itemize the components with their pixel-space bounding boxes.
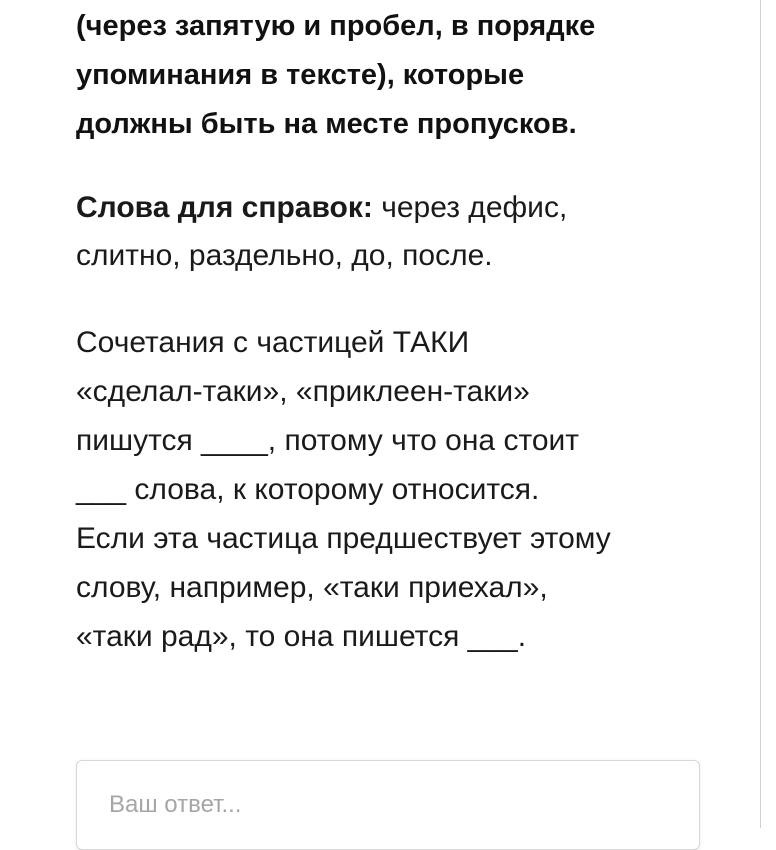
- reference-words-text: через дефис,: [372, 191, 568, 224]
- instruction-line: должны быть на месте пропусков.: [76, 108, 577, 140]
- task-line: Если эта частица предшествует этому: [76, 522, 611, 555]
- task-line: пишутся ____, потому что она стоит: [76, 424, 580, 457]
- task-line: «таки рад», то она пишется ___.: [76, 620, 527, 653]
- instruction-line: (через запятую и пробел, в порядке: [76, 10, 596, 42]
- task-text: [76, 318, 756, 661]
- reference-label: Слова для справок:: [76, 191, 373, 224]
- task-line: слову, например, «таки приехал»,: [76, 571, 548, 604]
- reference-words: [76, 184, 736, 280]
- task-instruction: [76, 2, 716, 149]
- instruction-line: упоминания в тексте), которые: [76, 59, 525, 91]
- page-edge: [760, 0, 776, 828]
- reference-line: [76, 184, 736, 232]
- answer-input[interactable]: [109, 791, 669, 819]
- task-line: ___ слова, к которому относится.: [76, 473, 540, 506]
- answer-box[interactable]: [76, 760, 700, 850]
- task-line: Сочетания с частицей ТАКИ: [76, 326, 470, 359]
- task-line: «сделал-таки», «приклеен-таки»: [76, 375, 530, 408]
- reference-line: слитно, раздельно, до, после.: [76, 239, 493, 272]
